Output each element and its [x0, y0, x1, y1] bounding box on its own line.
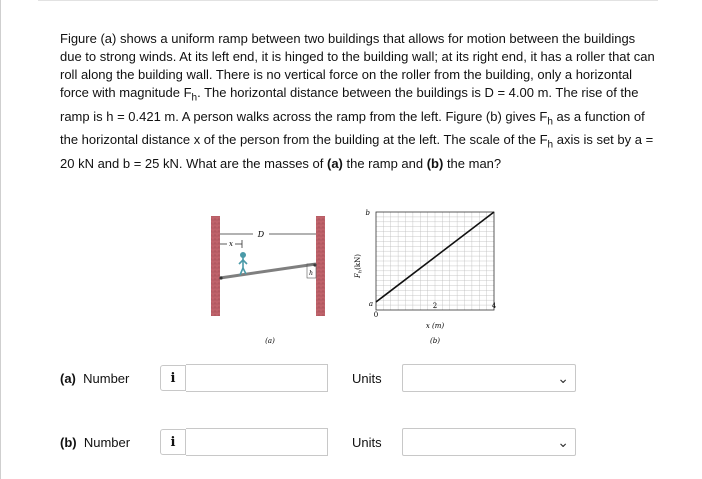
- x-axis-label: x (m): [425, 322, 445, 330]
- answer-row-b: [60, 428, 576, 456]
- number-input-a[interactable]: [186, 364, 328, 392]
- problem-text: Figure (a) shows a uniform ramp between two buildings that allows for motion between the buildings due to strong winds. At its left end, it is hinged to the building wall; at its right end, it has a roller that can roll along the building wall. There is no vertical force on the roller from the building, only a horizontal force with magnitude $F_h$. The horizontal distance between the buildings is D = 4.00 m. The rise of the ramp is h = 0.421 m. A person walks across the ramp from the left. Figure (b) gives $F_h$ as a function of the horizontal distance x of the person from the building at the left. The scale of the $F_h$ axis is set by a = 20 kN and b = 25 kN. What are the masses of (a) the ramp and (b) the man?: [60, 31, 655, 171]
- chart-grid: [376, 212, 494, 310]
- frame-top-line: [38, 0, 658, 1]
- xtick-0: 0: [373, 311, 379, 319]
- units-label-b: Units: [352, 434, 382, 450]
- chevron-down-icon: ⌄: [557, 369, 569, 386]
- label-h: h: [309, 270, 313, 277]
- frame-border: [0, 0, 1, 479]
- units-select-b[interactable]: [402, 428, 576, 456]
- info-icon[interactable]: i: [160, 429, 186, 455]
- caption-b: (b): [430, 337, 440, 345]
- figure-a: [211, 216, 325, 345]
- answer-label-b: (b) Number: [60, 434, 131, 450]
- label-D: D: [257, 230, 265, 239]
- ytick-b: b: [365, 209, 370, 217]
- ytick-a: a: [368, 300, 373, 308]
- figure-b: [354, 209, 497, 345]
- units-label-a: Units: [352, 370, 382, 386]
- hinge: [219, 276, 222, 279]
- person-figure: [239, 253, 247, 275]
- ramp: [220, 264, 316, 278]
- number-input-b[interactable]: [186, 428, 328, 456]
- y-axis-label: $F_h(kN)$: [354, 254, 364, 278]
- caption-a: (a): [265, 337, 275, 345]
- chevron-down-icon: ⌄: [557, 433, 569, 450]
- right-building: [316, 216, 325, 316]
- left-building: [211, 216, 220, 316]
- problem-figure: [205, 198, 525, 358]
- label-x: x: [229, 240, 233, 248]
- xtick-2: 2: [432, 302, 438, 310]
- answer-label-a: (a) Number: [60, 370, 130, 386]
- info-icon[interactable]: i: [160, 365, 186, 391]
- answer-row-a: [60, 364, 576, 392]
- xtick-4: 4: [491, 302, 497, 310]
- problem-statement: [60, 30, 660, 173]
- units-select-a[interactable]: [402, 364, 576, 392]
